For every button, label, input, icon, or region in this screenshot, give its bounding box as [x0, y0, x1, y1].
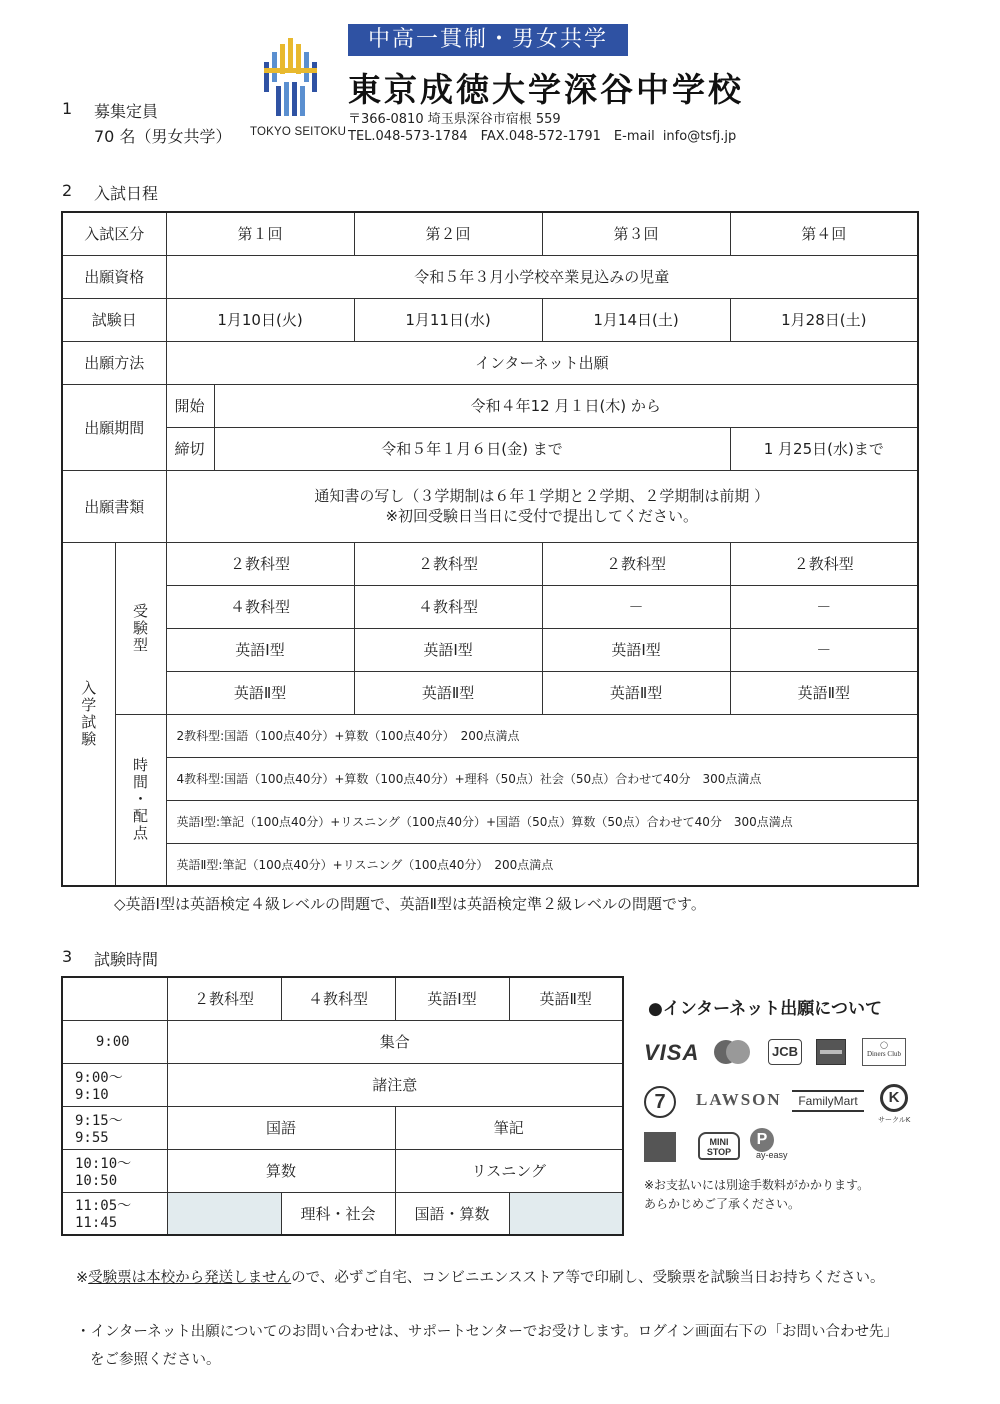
payment-note-2: あらかじめご了承ください。	[644, 1197, 801, 1211]
points-detail: 英語Ⅰ型:筆記（100点40分）+リスニング（100点40分）+国語（50点）算数（50点）合わせて40分 300点満点	[166, 800, 918, 843]
type-cell: ４教科型	[354, 585, 542, 628]
table-row	[62, 843, 918, 886]
type-cell: 英語Ⅰ型	[542, 628, 730, 671]
schedule-cell: 国語・算数	[395, 1192, 509, 1235]
type-cell: ２教科型	[354, 542, 542, 585]
table-row	[62, 341, 918, 384]
row-label: 出願書類	[62, 470, 166, 542]
schedule-cell: 筆記	[395, 1106, 623, 1149]
end-value-1to3: 令和５年１月６日(金) まで	[214, 427, 730, 470]
type-cell: 英語Ⅰ型	[354, 628, 542, 671]
table-row	[62, 585, 918, 628]
exam-date: 1月14日(土)	[542, 298, 730, 341]
circlek-logo: K	[880, 1084, 908, 1112]
ministop-logo: MINI STOP	[698, 1132, 740, 1160]
points-detail: 英語Ⅱ型:筆記（100点40分）+リスニング（100点40分） 200点満点	[166, 843, 918, 886]
jcb-logo: JCB	[768, 1039, 802, 1065]
table-row	[62, 1020, 623, 1063]
type-cell: ２教科型	[166, 542, 354, 585]
empty-shaded-cell	[509, 1192, 623, 1235]
header-cell: 第４回	[730, 212, 918, 255]
table-row	[62, 1149, 623, 1192]
end-value-4: 1 月25日(水)まで	[730, 427, 918, 470]
header-cell: 入試区分	[62, 212, 166, 255]
exam-date: 1月10日(火)	[166, 298, 354, 341]
points-detail: 2教科型:国語（100点40分）+算数（100点40分） 200点満点	[166, 714, 918, 757]
section-1-number: 1	[62, 99, 73, 118]
school-address: 〒366-0810 埼玉県深谷市宿根 559	[348, 112, 561, 127]
table-row	[62, 714, 918, 757]
type-cell: －	[730, 585, 918, 628]
type-cell: 英語Ⅱ型	[730, 671, 918, 714]
exam-label: 入学試験	[62, 542, 115, 886]
payeasy-label: ay-easy	[756, 1150, 788, 1160]
header-cell: ２教科型	[167, 977, 281, 1020]
schedule-cell: 諸注意	[167, 1063, 623, 1106]
type-cell: －	[542, 585, 730, 628]
end-label: 締切	[166, 427, 214, 470]
schedule-cell: 算数	[167, 1149, 395, 1192]
table-row	[62, 384, 918, 427]
header-cell: 英語Ⅱ型	[509, 977, 623, 1020]
admission-schedule-table	[61, 211, 919, 887]
table-row	[62, 427, 918, 470]
type-cell: 英語Ⅱ型	[166, 671, 354, 714]
docs-line-1: 通知書の写し（３学期制は６年１学期と２学期、２学期制は前期 ）	[314, 487, 770, 505]
table-row	[62, 212, 918, 255]
schedule-cell: 国語	[167, 1106, 395, 1149]
time-cell: 10:10～10:50	[62, 1149, 167, 1192]
header-cell: 第３回	[542, 212, 730, 255]
type-cell: －	[730, 628, 918, 671]
section-2-number: 2	[62, 181, 73, 200]
header-cell	[62, 977, 167, 1020]
support-notice: ・インターネット出願についてのお問い合わせは、サポートセンターでお受けします。ログイン画面右下の「お問い合わせ先」	[76, 1324, 898, 1340]
time-cell: 9:15～ 9:55	[62, 1106, 167, 1149]
ticket-notice	[76, 1266, 885, 1287]
diners-logo: ◯ Diners Club	[862, 1038, 906, 1066]
schedule-cell: リスニング	[395, 1149, 623, 1192]
docs-value	[166, 470, 918, 542]
exam-time-table	[61, 976, 624, 1236]
type-label: 受験型	[115, 542, 166, 714]
mastercard-logo	[710, 1038, 754, 1066]
diners-label: Diners Club	[866, 1050, 902, 1058]
table-row	[62, 757, 918, 800]
type-cell: ４教科型	[166, 585, 354, 628]
table-row	[62, 800, 918, 843]
seicomart-logo	[644, 1132, 676, 1162]
time-cell: 9:00	[62, 1020, 167, 1063]
table-row	[62, 1192, 623, 1235]
points-label: 時間・配点	[115, 714, 166, 886]
ticket-notice-rest: ので、必ずご自宅、コンビニエンスストア等で印刷し、受験票を試験当日お持ちください。	[291, 1270, 885, 1286]
school-contact: TEL.048-573-1784 FAX.048-572-1791 E-mail info@tsfj.jp	[348, 129, 737, 144]
start-value: 令和４年12 月１日(木) から	[214, 384, 918, 427]
type-cell: ２教科型	[542, 542, 730, 585]
row-label: 出願方法	[62, 341, 166, 384]
header-cell: 英語Ⅰ型	[395, 977, 509, 1020]
table-row	[62, 977, 623, 1020]
row-label: 出願資格	[62, 255, 166, 298]
row-label: 出願期間	[62, 384, 166, 470]
school-name: 東京成徳大学深谷中学校	[348, 70, 744, 109]
table-row	[62, 1063, 623, 1106]
exam-date: 1月11日(水)	[354, 298, 542, 341]
exam-date: 1月28日(土)	[730, 298, 918, 341]
circlek-caption: サークルK	[878, 1116, 911, 1124]
ticket-notice-mark: ※	[76, 1270, 89, 1286]
support-notice-cont: をご参照ください。	[90, 1352, 221, 1368]
payment-title: ●インターネット出願について	[648, 999, 882, 1019]
section-2-title: 入試日程	[94, 184, 159, 203]
type-cell: 英語Ⅱ型	[542, 671, 730, 714]
schedule-cell: 集合	[167, 1020, 623, 1063]
familymart-logo: FamilyMart	[792, 1090, 864, 1112]
eligibility-value: 令和５年３月小学校卒業見込みの児童	[166, 255, 918, 298]
docs-line-2: ※初回受験日当日に受付で提出してください。	[385, 507, 699, 525]
time-cell: 11:05～11:45	[62, 1192, 167, 1235]
section-3-title: 試験時間	[94, 950, 159, 969]
seven-eleven-logo: 7	[644, 1086, 676, 1118]
points-detail: 4教科型:国語（100点40分）+算数（100点40分）+理科（50点）社会（50点）合わせて40分 300点満点	[166, 757, 918, 800]
visa-logo: VISA	[644, 1040, 700, 1065]
schedule-cell: 理科・社会	[281, 1192, 395, 1235]
section-1-title: 募集定員	[94, 102, 159, 121]
header-cell: ４教科型	[281, 977, 395, 1020]
type-cell: 英語Ⅱ型	[354, 671, 542, 714]
lawson-logo: LAWSON	[696, 1090, 782, 1109]
amex-logo	[816, 1039, 846, 1065]
table-row	[62, 255, 918, 298]
start-label: 開始	[166, 384, 214, 427]
payeasy-p-icon: P	[750, 1128, 774, 1152]
type-cell: ２教科型	[730, 542, 918, 585]
header-cell: 第２回	[354, 212, 542, 255]
table-row	[62, 1106, 623, 1149]
table-row	[62, 470, 918, 542]
section-3-number: 3	[62, 947, 73, 966]
school-tagline: 中高一貫制・男女共学	[348, 24, 628, 56]
logo-caption: TOKYO SEITOKU	[250, 126, 347, 138]
row-label: 試験日	[62, 298, 166, 341]
method-value: インターネット出願	[166, 341, 918, 384]
header-cell: 第１回	[166, 212, 354, 255]
table-row	[62, 298, 918, 341]
empty-shaded-cell	[167, 1192, 281, 1235]
payment-note-1: ※お支払いには別途手数料がかかります。	[644, 1178, 870, 1192]
time-cell: 9:00～ 9:10	[62, 1063, 167, 1106]
school-logo	[262, 36, 322, 120]
payeasy-logo	[750, 1128, 794, 1162]
type-cell: 英語Ⅰ型	[166, 628, 354, 671]
level-note: ◇英語Ⅰ型は英語検定４級レベルの問題で、英語Ⅱ型は英語検定準２級レベルの問題です。	[114, 895, 706, 913]
table-row	[62, 671, 918, 714]
table-row	[62, 628, 918, 671]
ticket-notice-underlined: 受験票は本校から発送しません	[88, 1270, 292, 1286]
table-row	[62, 542, 918, 585]
capacity-value: 70 名（男女共学）	[94, 127, 232, 146]
